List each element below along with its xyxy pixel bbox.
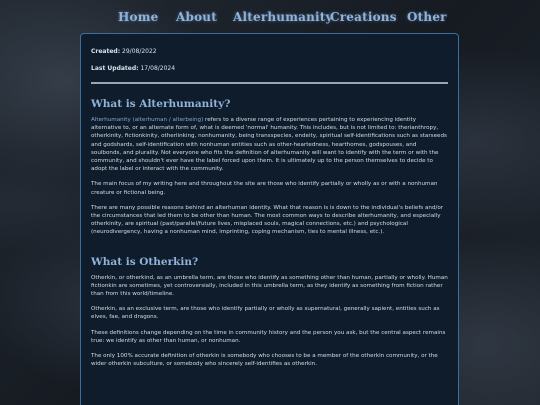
divider	[91, 82, 448, 84]
nav-creations-link[interactable]: Creations	[330, 10, 397, 24]
alterhumanity-paragraph-1	[91, 116, 448, 173]
content-panel	[80, 33, 459, 405]
alterhumanity-paragraph-1-text: refers to a diverse range of experiences pertaining to experiencing identity alternative to, or an alternate form of, what is deemed 'normal' humanity. This includes, but is not limited to: therianthropy, otherkinity, fictionkinity, otherlinking, nonhumanity, being transspecies, endeity, spiritual self-identifications such as starseeds and godshards, self-identification with nonhuman entities such as other-heartedness, hearthomes, godspouses, and soulbonds, and plurality. Not everyone who fits the definition of alterhumanity will want to identify with the term or with the community, and shouldn't ever have the label forced upon them. It is ultimately up to the person themselves to decide to adopt the label or interact with the community.	[91, 117, 447, 173]
nav-about-link[interactable]: About	[176, 10, 217, 24]
created-date	[91, 48, 448, 56]
created-label: Created:	[91, 48, 121, 55]
nav-alterhumanity-link[interactable]: Alterhumanity	[233, 10, 333, 24]
updated-value: 17/08/2024	[140, 65, 176, 72]
top-navigation	[0, 0, 540, 34]
otherkin-paragraph-1: Otherkin, or otherkind, as an umbrella term, are those who identify as something other than human, partially or wholly. Human fictionkin are sometimes, yet controversially, included in this umbrella term, as they identify as something from fiction rather than from this world/timeline.	[91, 274, 448, 298]
nav-home-link[interactable]: Home	[118, 10, 159, 24]
created-value: 29/08/2022	[122, 48, 157, 55]
alterhumanity-paragraph-3: There are many possible reasons behind an alterhuman identity. What that reason is is down to the individual's beliefs and/or the circumstances that led them to be other than human. The most common ways to describe alterhumanity, and especially otherkinity, are spiritual (past/parallel/future lives, misplaced souls, magical connections, etc.) and psychological (neurodivergency, having a nonhuman mind, imprinting, coping mechanism, ties to mental illness, etc.).	[91, 204, 444, 236]
otherkin-heading: What is Otherkin?	[91, 255, 199, 268]
nav-other-link[interactable]: Other	[407, 10, 447, 24]
alterhumanity-term-link[interactable]: Alterhumanity (alterhuman / alterbeing)	[91, 117, 204, 123]
alterhumanity-heading: What is Alterhumanity?	[91, 98, 231, 110]
otherkin-paragraph-2: Otherkin, as an exclusive term, are those who identify partially or wholly as supernatural, generally sapient, entities such as elves, fae, and dragons.	[91, 306, 440, 321]
otherkin-paragraph-4: The only 100% accurate definition of otherkin is somebody who chooses to be a member of the otherkin community, or the wider otherkin subculture, or somebody who sincerely self-identifies as otherkin.	[91, 353, 438, 368]
updated-label: Last Updated:	[91, 65, 139, 72]
alterhumanity-paragraph-2: The main focus of my writing here and throughout the site are those who identify partially or wholly as or with a nonhuman creature or fictional being.	[91, 181, 438, 196]
updated-date	[91, 65, 448, 73]
otherkin-paragraph-3: These definitions change depending on the time in community history and the person you ask, but the central aspect remains true: we identify as other than human, or nonhuman.	[91, 329, 446, 344]
